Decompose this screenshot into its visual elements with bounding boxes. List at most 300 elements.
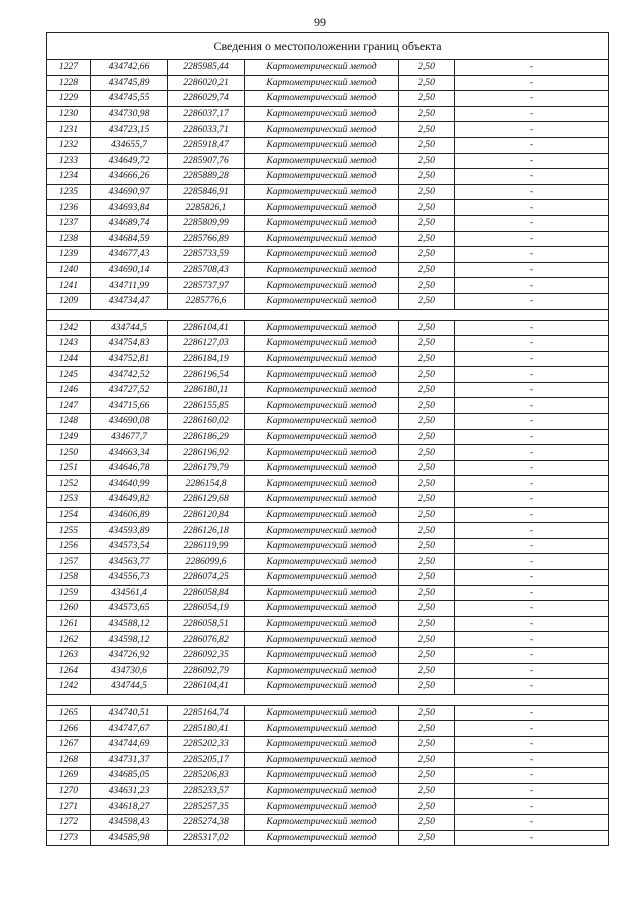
accuracy-cell: 2,50 (399, 293, 455, 309)
table-row (47, 616, 609, 632)
x-coordinate-cell: 434677,7 (91, 429, 168, 445)
y-coordinate-cell: 2286120,84 (168, 507, 245, 523)
table-row (47, 137, 609, 153)
table-row (47, 752, 609, 768)
table-row (47, 278, 609, 294)
y-coordinate-cell: 2286154,8 (168, 476, 245, 492)
description-cell: - (455, 647, 609, 663)
table-row (47, 799, 609, 815)
description-cell: - (455, 231, 609, 247)
point-number-cell: 1241 (47, 278, 91, 294)
method-cell: Картометрический метод (245, 137, 399, 153)
table-row (47, 429, 609, 445)
description-cell: - (455, 169, 609, 185)
table-row (47, 523, 609, 539)
y-coordinate-cell: 2286033,71 (168, 122, 245, 138)
accuracy-cell: 2,50 (399, 647, 455, 663)
method-cell: Картометрический метод (245, 752, 399, 768)
boundary-table (46, 32, 609, 846)
point-number-cell: 1239 (47, 247, 91, 263)
description-cell: - (455, 336, 609, 352)
x-coordinate-cell: 434745,89 (91, 75, 168, 91)
accuracy-cell: 2,50 (399, 507, 455, 523)
method-cell: Картометрический метод (245, 632, 399, 648)
description-cell: - (455, 601, 609, 617)
accuracy-cell: 2,50 (399, 231, 455, 247)
method-cell: Картометрический метод (245, 351, 399, 367)
method-cell: Картометрический метод (245, 705, 399, 721)
description-cell: - (455, 122, 609, 138)
x-coordinate-cell: 434685,05 (91, 768, 168, 784)
x-coordinate-cell: 434588,12 (91, 616, 168, 632)
accuracy-cell: 2,50 (399, 705, 455, 721)
x-coordinate-cell: 434649,82 (91, 492, 168, 508)
description-cell: - (455, 492, 609, 508)
y-coordinate-cell: 2285180,41 (168, 721, 245, 737)
y-coordinate-cell: 2285317,02 (168, 830, 245, 846)
y-coordinate-cell: 2285202,33 (168, 736, 245, 752)
x-coordinate-cell: 434731,37 (91, 752, 168, 768)
table-row (47, 320, 609, 336)
y-coordinate-cell: 2286037,17 (168, 106, 245, 122)
description-cell: - (455, 814, 609, 830)
y-coordinate-cell: 2285889,28 (168, 169, 245, 185)
x-coordinate-cell: 434618,27 (91, 799, 168, 815)
y-coordinate-cell: 2285846,91 (168, 184, 245, 200)
accuracy-cell: 2,50 (399, 414, 455, 430)
y-coordinate-cell: 2286074,25 (168, 570, 245, 586)
method-cell: Картометрический метод (245, 122, 399, 138)
table-row (47, 632, 609, 648)
accuracy-cell: 2,50 (399, 320, 455, 336)
point-number-cell: 1233 (47, 153, 91, 169)
table-row (47, 476, 609, 492)
table-row (47, 663, 609, 679)
description-cell: - (455, 60, 609, 76)
x-coordinate-cell: 434740,51 (91, 705, 168, 721)
point-number-cell: 1261 (47, 616, 91, 632)
x-coordinate-cell: 434573,65 (91, 601, 168, 617)
method-cell: Картометрический метод (245, 445, 399, 461)
description-cell: - (455, 507, 609, 523)
description-cell: - (455, 663, 609, 679)
page-number: 99 (314, 15, 326, 29)
y-coordinate-cell: 2286179,79 (168, 460, 245, 476)
y-coordinate-cell: 2285809,99 (168, 215, 245, 231)
table-row (47, 336, 609, 352)
table-row (47, 398, 609, 414)
description-cell: - (455, 184, 609, 200)
method-cell: Картометрический метод (245, 336, 399, 352)
point-number-cell: 1254 (47, 507, 91, 523)
accuracy-cell: 2,50 (399, 278, 455, 294)
accuracy-cell: 2,50 (399, 721, 455, 737)
accuracy-cell: 2,50 (399, 445, 455, 461)
point-number-cell: 1240 (47, 262, 91, 278)
point-number-cell: 1271 (47, 799, 91, 815)
x-coordinate-cell: 434744,5 (91, 320, 168, 336)
y-coordinate-cell: 2286076,82 (168, 632, 245, 648)
x-coordinate-cell: 434747,67 (91, 721, 168, 737)
y-coordinate-cell: 2286126,18 (168, 523, 245, 539)
point-number-cell: 1232 (47, 137, 91, 153)
accuracy-cell: 2,50 (399, 679, 455, 695)
y-coordinate-cell: 2286184,19 (168, 351, 245, 367)
table-row (47, 153, 609, 169)
table-row (47, 601, 609, 617)
y-coordinate-cell: 2286104,41 (168, 679, 245, 695)
description-cell: - (455, 736, 609, 752)
accuracy-cell: 2,50 (399, 75, 455, 91)
y-coordinate-cell: 2286104,41 (168, 320, 245, 336)
accuracy-cell: 2,50 (399, 137, 455, 153)
method-cell: Картометрический метод (245, 814, 399, 830)
description-cell: - (455, 215, 609, 231)
description-cell: - (455, 721, 609, 737)
method-cell: Картометрический метод (245, 60, 399, 76)
accuracy-cell: 2,50 (399, 783, 455, 799)
description-cell: - (455, 460, 609, 476)
point-number-cell: 1270 (47, 783, 91, 799)
accuracy-cell: 2,50 (399, 523, 455, 539)
method-cell: Картометрический метод (245, 106, 399, 122)
method-cell: Картометрический метод (245, 616, 399, 632)
accuracy-cell: 2,50 (399, 215, 455, 231)
x-coordinate-cell: 434563,77 (91, 554, 168, 570)
method-cell: Картометрический метод (245, 169, 399, 185)
description-cell: - (455, 632, 609, 648)
method-cell: Картометрический метод (245, 247, 399, 263)
point-number-cell: 1242 (47, 320, 91, 336)
point-number-cell: 1227 (47, 60, 91, 76)
table-row (47, 184, 609, 200)
table-row (47, 507, 609, 523)
x-coordinate-cell: 434606,89 (91, 507, 168, 523)
method-cell: Картометрический метод (245, 460, 399, 476)
method-cell: Картометрический метод (245, 679, 399, 695)
point-number-cell: 1250 (47, 445, 91, 461)
method-cell: Картометрический метод (245, 382, 399, 398)
y-coordinate-cell: 2286119,99 (168, 538, 245, 554)
point-number-cell: 1242 (47, 679, 91, 695)
y-coordinate-cell: 2286058,84 (168, 585, 245, 601)
accuracy-cell: 2,50 (399, 60, 455, 76)
method-cell: Картометрический метод (245, 184, 399, 200)
description-cell: - (455, 429, 609, 445)
y-coordinate-cell: 2286029,74 (168, 91, 245, 107)
accuracy-cell: 2,50 (399, 585, 455, 601)
x-coordinate-cell: 434711,99 (91, 278, 168, 294)
point-number-cell: 1273 (47, 830, 91, 846)
method-cell: Картометрический метод (245, 663, 399, 679)
table-title-row (47, 33, 609, 60)
x-coordinate-cell: 434640,99 (91, 476, 168, 492)
point-number-cell: 1243 (47, 336, 91, 352)
y-coordinate-cell: 2286186,29 (168, 429, 245, 445)
table-row (47, 367, 609, 383)
point-number-cell: 1263 (47, 647, 91, 663)
x-coordinate-cell: 434573,54 (91, 538, 168, 554)
accuracy-cell: 2,50 (399, 616, 455, 632)
table-row (47, 169, 609, 185)
point-number-cell: 1257 (47, 554, 91, 570)
description-cell: - (455, 320, 609, 336)
y-coordinate-cell: 2286092,79 (168, 663, 245, 679)
point-number-cell: 1245 (47, 367, 91, 383)
table-row (47, 262, 609, 278)
point-number-cell: 1260 (47, 601, 91, 617)
x-coordinate-cell: 434723,15 (91, 122, 168, 138)
accuracy-cell: 2,50 (399, 382, 455, 398)
x-coordinate-cell: 434585,98 (91, 830, 168, 846)
point-number-cell: 1269 (47, 768, 91, 784)
description-cell: - (455, 799, 609, 815)
table-row (47, 783, 609, 799)
point-number-cell: 1230 (47, 106, 91, 122)
x-coordinate-cell: 434742,52 (91, 367, 168, 383)
x-coordinate-cell: 434744,5 (91, 679, 168, 695)
method-cell: Картометрический метод (245, 398, 399, 414)
table-row (47, 721, 609, 737)
section-separator (47, 694, 609, 705)
description-cell: - (455, 106, 609, 122)
description-cell: - (455, 616, 609, 632)
method-cell: Картометрический метод (245, 320, 399, 336)
description-cell: - (455, 414, 609, 430)
x-coordinate-cell: 434598,12 (91, 632, 168, 648)
description-cell: - (455, 200, 609, 216)
y-coordinate-cell: 2285918,47 (168, 137, 245, 153)
x-coordinate-cell: 434666,26 (91, 169, 168, 185)
y-coordinate-cell: 2285233,57 (168, 783, 245, 799)
description-cell: - (455, 783, 609, 799)
table-row (47, 647, 609, 663)
method-cell: Картометрический метод (245, 153, 399, 169)
separator-cell (47, 309, 609, 320)
x-coordinate-cell: 434689,74 (91, 215, 168, 231)
table-row (47, 554, 609, 570)
accuracy-cell: 2,50 (399, 492, 455, 508)
point-number-cell: 1209 (47, 293, 91, 309)
method-cell: Картометрический метод (245, 414, 399, 430)
point-number-cell: 1246 (47, 382, 91, 398)
point-number-cell: 1231 (47, 122, 91, 138)
table-row (47, 215, 609, 231)
y-coordinate-cell: 2285826,1 (168, 200, 245, 216)
method-cell: Картометрический метод (245, 538, 399, 554)
description-cell: - (455, 293, 609, 309)
y-coordinate-cell: 2285257,35 (168, 799, 245, 815)
method-cell: Картометрический метод (245, 768, 399, 784)
x-coordinate-cell: 434690,97 (91, 184, 168, 200)
accuracy-cell: 2,50 (399, 184, 455, 200)
x-coordinate-cell: 434752,81 (91, 351, 168, 367)
description-cell: - (455, 247, 609, 263)
separator-cell (47, 694, 609, 705)
description-cell: - (455, 679, 609, 695)
description-cell: - (455, 351, 609, 367)
table-row (47, 570, 609, 586)
description-cell: - (455, 367, 609, 383)
point-number-cell: 1235 (47, 184, 91, 200)
point-number-cell: 1272 (47, 814, 91, 830)
point-number-cell: 1268 (47, 752, 91, 768)
table-row (47, 492, 609, 508)
point-number-cell: 1228 (47, 75, 91, 91)
description-cell: - (455, 830, 609, 846)
y-coordinate-cell: 2286058,51 (168, 616, 245, 632)
accuracy-cell: 2,50 (399, 262, 455, 278)
description-cell: - (455, 570, 609, 586)
point-number-cell: 1259 (47, 585, 91, 601)
point-number-cell: 1262 (47, 632, 91, 648)
table-row (47, 122, 609, 138)
y-coordinate-cell: 2286020,21 (168, 75, 245, 91)
accuracy-cell: 2,50 (399, 736, 455, 752)
accuracy-cell: 2,50 (399, 601, 455, 617)
accuracy-cell: 2,50 (399, 367, 455, 383)
method-cell: Картометрический метод (245, 721, 399, 737)
accuracy-cell: 2,50 (399, 768, 455, 784)
y-coordinate-cell: 2286155,85 (168, 398, 245, 414)
table-row (47, 382, 609, 398)
table-row (47, 106, 609, 122)
method-cell: Картометрический метод (245, 492, 399, 508)
table-row (47, 351, 609, 367)
accuracy-cell: 2,50 (399, 538, 455, 554)
y-coordinate-cell: 2285985,44 (168, 60, 245, 76)
method-cell: Картометрический метод (245, 278, 399, 294)
method-cell: Картометрический метод (245, 736, 399, 752)
method-cell: Картометрический метод (245, 476, 399, 492)
x-coordinate-cell: 434693,84 (91, 200, 168, 216)
table-row (47, 231, 609, 247)
accuracy-cell: 2,50 (399, 663, 455, 679)
table-row (47, 830, 609, 846)
method-cell: Картометрический метод (245, 783, 399, 799)
y-coordinate-cell: 2285776,6 (168, 293, 245, 309)
table-row (47, 75, 609, 91)
description-cell: - (455, 262, 609, 278)
description-cell: - (455, 768, 609, 784)
description-cell: - (455, 75, 609, 91)
x-coordinate-cell: 434649,72 (91, 153, 168, 169)
accuracy-cell: 2,50 (399, 153, 455, 169)
accuracy-cell: 2,50 (399, 799, 455, 815)
x-coordinate-cell: 434655,7 (91, 137, 168, 153)
method-cell: Картометрический метод (245, 429, 399, 445)
description-cell: - (455, 752, 609, 768)
accuracy-cell: 2,50 (399, 570, 455, 586)
method-cell: Картометрический метод (245, 200, 399, 216)
point-number-cell: 1237 (47, 215, 91, 231)
point-number-cell: 1258 (47, 570, 91, 586)
x-coordinate-cell: 434690,08 (91, 414, 168, 430)
table-row (47, 538, 609, 554)
point-number-cell: 1256 (47, 538, 91, 554)
method-cell: Картометрический метод (245, 507, 399, 523)
accuracy-cell: 2,50 (399, 398, 455, 414)
method-cell: Картометрический метод (245, 523, 399, 539)
x-coordinate-cell: 434663,34 (91, 445, 168, 461)
accuracy-cell: 2,50 (399, 814, 455, 830)
point-number-cell: 1248 (47, 414, 91, 430)
accuracy-cell: 2,50 (399, 460, 455, 476)
x-coordinate-cell: 434631,23 (91, 783, 168, 799)
x-coordinate-cell: 434556,73 (91, 570, 168, 586)
table-row (47, 200, 609, 216)
point-number-cell: 1244 (47, 351, 91, 367)
point-number-cell: 1251 (47, 460, 91, 476)
description-cell: - (455, 278, 609, 294)
y-coordinate-cell: 2286196,92 (168, 445, 245, 461)
method-cell: Картометрический метод (245, 799, 399, 815)
section-separator (47, 309, 609, 320)
description-cell: - (455, 554, 609, 570)
point-number-cell: 1267 (47, 736, 91, 752)
x-coordinate-cell: 434754,83 (91, 336, 168, 352)
accuracy-cell: 2,50 (399, 476, 455, 492)
y-coordinate-cell: 2286092,35 (168, 647, 245, 663)
y-coordinate-cell: 2285206,83 (168, 768, 245, 784)
x-coordinate-cell: 434734,47 (91, 293, 168, 309)
table-row (47, 293, 609, 309)
y-coordinate-cell: 2286099,6 (168, 554, 245, 570)
description-cell: - (455, 137, 609, 153)
accuracy-cell: 2,50 (399, 554, 455, 570)
x-coordinate-cell: 434742,66 (91, 60, 168, 76)
description-cell: - (455, 538, 609, 554)
table-row (47, 445, 609, 461)
description-cell: - (455, 445, 609, 461)
description-cell: - (455, 382, 609, 398)
point-number-cell: 1253 (47, 492, 91, 508)
x-coordinate-cell: 434715,66 (91, 398, 168, 414)
point-number-cell: 1234 (47, 169, 91, 185)
y-coordinate-cell: 2285733,59 (168, 247, 245, 263)
table-row (47, 91, 609, 107)
y-coordinate-cell: 2286127,03 (168, 336, 245, 352)
accuracy-cell: 2,50 (399, 169, 455, 185)
x-coordinate-cell: 434730,98 (91, 106, 168, 122)
x-coordinate-cell: 434726,92 (91, 647, 168, 663)
accuracy-cell: 2,50 (399, 91, 455, 107)
accuracy-cell: 2,50 (399, 752, 455, 768)
method-cell: Картометрический метод (245, 367, 399, 383)
y-coordinate-cell: 2286196,54 (168, 367, 245, 383)
description-cell: - (455, 153, 609, 169)
y-coordinate-cell: 2285737,97 (168, 278, 245, 294)
method-cell: Картометрический метод (245, 585, 399, 601)
method-cell: Картометрический метод (245, 647, 399, 663)
table-row (47, 60, 609, 76)
table-row (47, 768, 609, 784)
point-number-cell: 1266 (47, 721, 91, 737)
x-coordinate-cell: 434646,78 (91, 460, 168, 476)
table-row (47, 814, 609, 830)
description-cell: - (455, 585, 609, 601)
table-row (47, 460, 609, 476)
method-cell: Картометрический метод (245, 570, 399, 586)
x-coordinate-cell: 434690,14 (91, 262, 168, 278)
accuracy-cell: 2,50 (399, 351, 455, 367)
accuracy-cell: 2,50 (399, 122, 455, 138)
point-number-cell: 1236 (47, 200, 91, 216)
y-coordinate-cell: 2286160,02 (168, 414, 245, 430)
point-number-cell: 1229 (47, 91, 91, 107)
description-cell: - (455, 476, 609, 492)
accuracy-cell: 2,50 (399, 247, 455, 263)
